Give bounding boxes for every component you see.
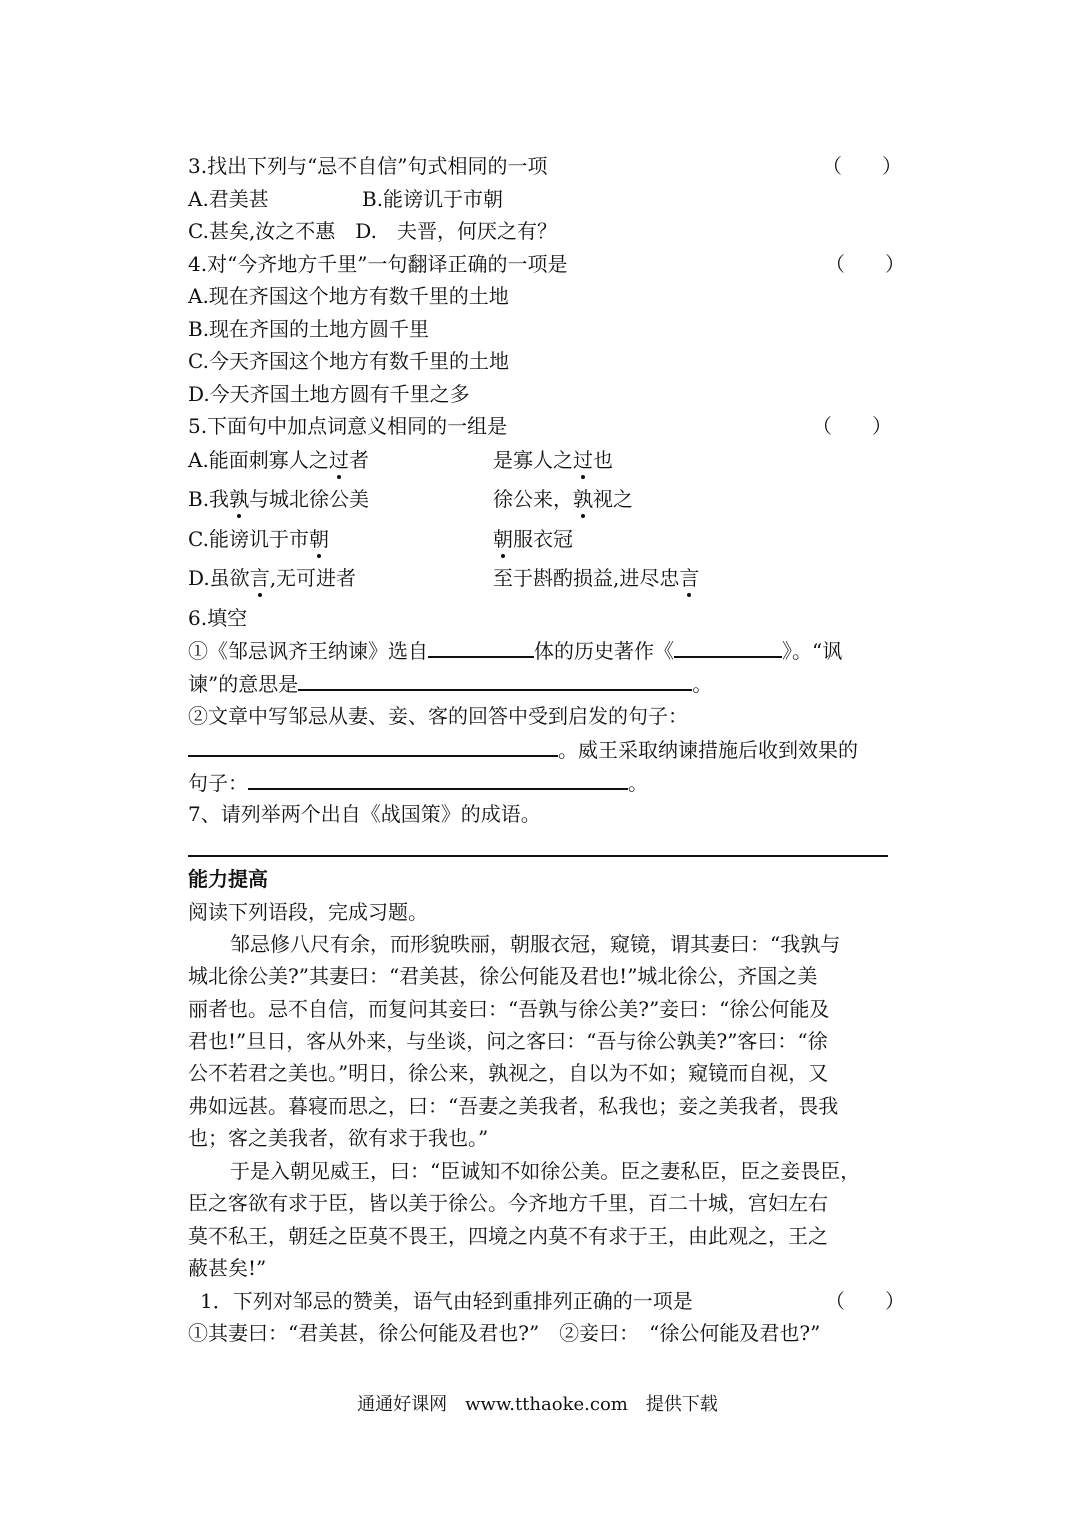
q5-row-c-right: 朝服衣冠: [493, 527, 573, 551]
q6-line-5: 句子： 。: [188, 768, 648, 796]
q4-option-c: C.今天齐国这个地方有数千里的土地: [188, 349, 509, 373]
q4-option-d: D.今天齐国土地方圆有千里之多: [188, 382, 470, 406]
dotted-word: 朝: [308, 527, 329, 551]
page-footer: 通通好课网 www.tthaoke.com 提供下载: [357, 1394, 718, 1415]
dotted-word: 过: [573, 448, 593, 472]
section-title: 能力提高: [188, 867, 268, 891]
q5-answer-paren: （ ）: [812, 414, 892, 438]
sub-q1-stem: 1．下列对邹忌的赞美，语气由轻到重排列正确的一项是: [200, 1289, 693, 1313]
q6-line-1: ①《邹忌讽齐王纳谏》选自 体的历史著作《 》。“讽: [188, 636, 842, 664]
q3-option-a: A.君美甚: [188, 187, 269, 211]
dotted-word: 朝: [493, 527, 513, 551]
q4-option-b: B.现在齐国的土地方圆千里: [188, 317, 430, 341]
section-intro: 阅读下列语段，完成习题。: [188, 900, 428, 924]
passage-line: 君也!”旦日，客从外来，与坐谈，问之客曰：“吾与徐公孰美?”客曰：“徐: [188, 1029, 828, 1053]
q5-row-d-left: D.虽欲言,无可进者: [188, 566, 357, 590]
q5-row-d-right: 至于斟酌损益,进尽忠言: [493, 566, 700, 590]
passage-line: 于是入朝见威王，曰：“臣诚知不如徐公美。臣之妻私臣，臣之妾畏臣，: [230, 1159, 861, 1183]
fill-blank[interactable]: [298, 669, 692, 691]
dotted-word: 孰: [229, 487, 250, 511]
passage-line: 臣之客欲有求于臣，皆以美于徐公。今齐地方千里，百二十城，宫妇左右: [188, 1191, 828, 1215]
q3-answer-paren: （ ）: [822, 154, 902, 178]
sub-q1-answer-paren: （ ）: [825, 1289, 905, 1313]
q5-row-a-right: 是寡人之过也: [493, 448, 613, 472]
q5-row-b-right: 徐公来，孰视之: [493, 487, 633, 511]
passage-line: 莫不私王，朝廷之臣莫不畏王，四境之内莫不有求于王，由此观之，王之: [188, 1224, 828, 1248]
fill-blank[interactable]: [188, 735, 558, 757]
q3-stem: 3.找出下列与“忌不自信”句式相同的一项: [188, 154, 548, 178]
q5-row-b-left: B.我孰与城北徐公美: [188, 487, 370, 511]
section-divider: [188, 855, 888, 857]
q6-line-4: 。威王采取纳谏措施后收到效果的: [188, 735, 858, 763]
dotted-word: 言: [679, 566, 700, 590]
q6-title: 6.填空: [188, 606, 248, 630]
passage-line: 也；客之美我者，欲有求于我也。”: [188, 1126, 489, 1150]
q4-stem: 4.对“今齐地方千里”一句翻译正确的一项是: [188, 252, 568, 276]
q5-row-c-left: C.能谤讥于市朝: [188, 527, 329, 551]
passage-line: 城北徐公美?”其妻曰：“君美甚，徐公何能及君也!”城北徐公，齐国之美: [188, 964, 818, 988]
passage-line: 公不若君之美也。”明日，徐公来，孰视之，自以为不如；窥镜而自视，又: [188, 1061, 829, 1085]
q6-line-3: ②文章中写邹忌从妻、妾、客的回答中受到启发的句子：: [188, 704, 688, 728]
q4-option-a: A.现在齐国这个地方有数千里的土地: [188, 284, 509, 308]
fill-blank[interactable]: [248, 768, 628, 790]
fill-blank[interactable]: [674, 636, 782, 658]
passage-line: 弗如远甚。暮寝而思之，曰：“吾妻之美我者，私我也；妾之美我者，畏我: [188, 1094, 839, 1118]
q5-row-a-left: A.能面刺寡人之过者: [188, 448, 369, 472]
q4-answer-paren: （ ）: [825, 252, 905, 276]
q3-option-b: B.能谤讥于市朝: [362, 187, 504, 211]
sub-q1-line: ①其妻曰：“君美甚，徐公何能及君也?” ②妾曰： “徐公何能及君也?”: [188, 1321, 821, 1345]
q6-line-2: 谏”的意思是 。: [188, 669, 712, 697]
q5-stem: 5.下面句中加点词意义相同的一组是: [188, 414, 508, 438]
dotted-word: 孰: [573, 487, 593, 511]
dotted-word: 过: [328, 448, 349, 472]
q7-stem: 7、请列举两个出自《战国策》的成语。: [188, 802, 541, 826]
q3-option-cd: C.甚矣,汝之不惠 D. 夫晋，何厌之有？: [188, 219, 557, 243]
passage-line: 邹忌修八尺有余，而形貌昳丽，朝服衣冠，窥镜，谓其妻曰：“我孰与: [230, 932, 841, 956]
passage-line: 蔽甚矣!”: [188, 1256, 267, 1280]
fill-blank[interactable]: [428, 636, 534, 658]
dotted-word: 言: [249, 566, 270, 590]
passage-line: 丽者也。忌不自信，而复问其妾曰：“吾孰与徐公美?”妾曰：“徐公何能及: [188, 997, 830, 1021]
